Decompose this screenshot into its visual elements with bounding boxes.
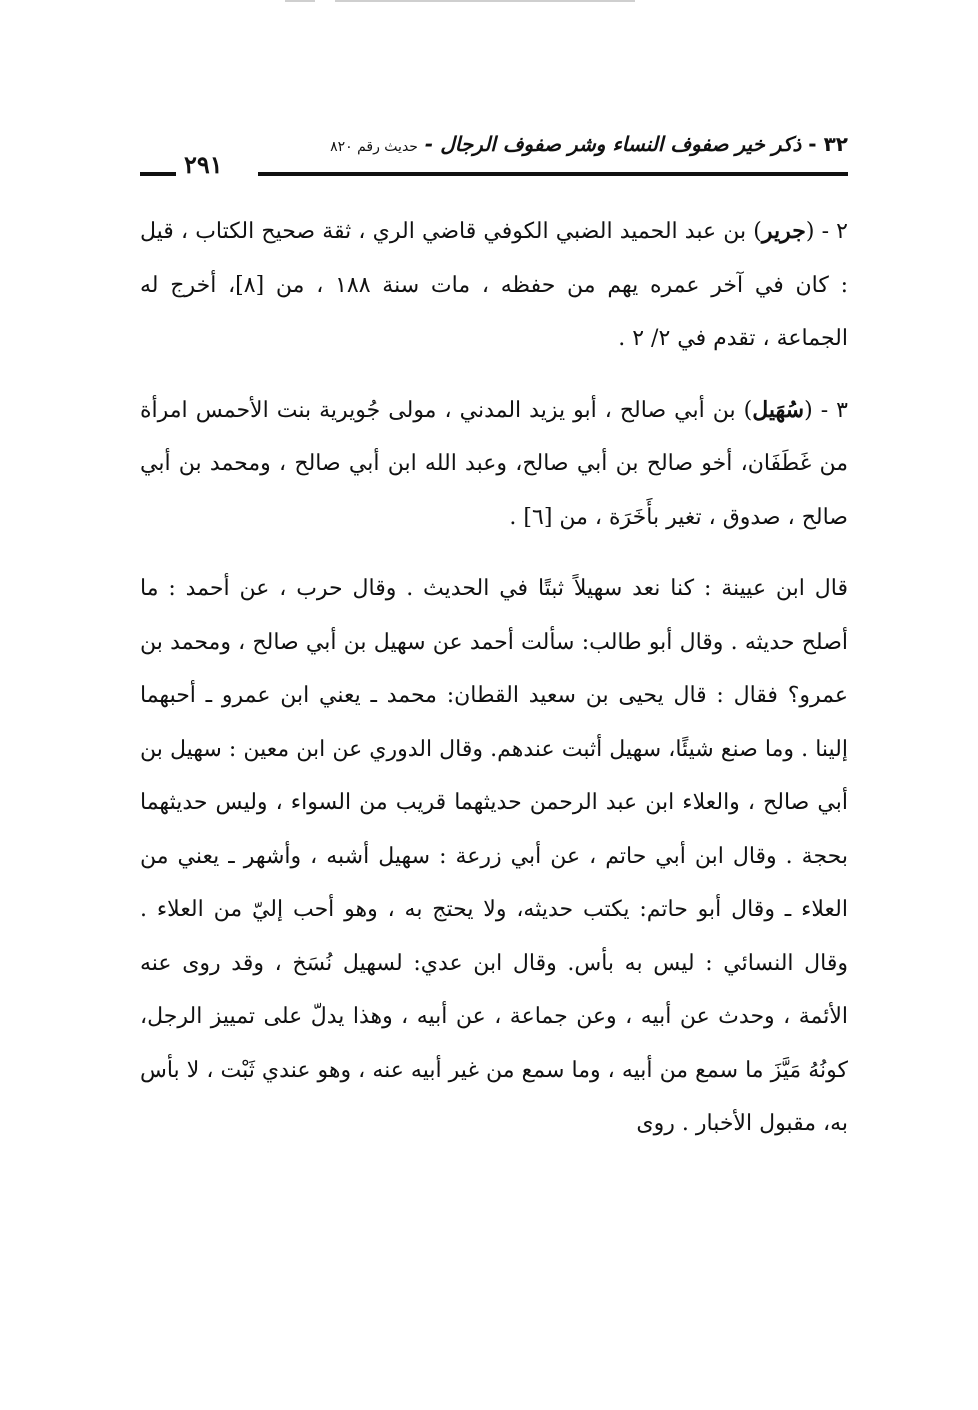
page-number: ٢٩١: [184, 150, 223, 179]
entry-number: ٣ - (: [804, 397, 848, 423]
hadith-number: حديث رقم ٨٢٠: [330, 139, 418, 155]
entry-number: ٢ - (: [805, 219, 848, 244]
running-header: [140, 132, 848, 180]
paragraph-narrator-jarir: [140, 205, 848, 366]
page-body: [140, 205, 848, 1151]
top-edge-mark-small: [285, 0, 315, 2]
header-title: [330, 132, 848, 156]
header-separator: -: [417, 132, 441, 156]
entry-text: ) بن أبي صالح ، أبو يزيد المدني ، مولى جُويرية بنت الأحمس امرأة من غَطَفَان، أخو صالح بن أبي صالح، وعبد الله ابن أبي صالح ، ومحمد بن أبي صالح ، صدوق ، تغير بأَخَرَة ، من [٦] .: [140, 397, 848, 530]
entry-text: ) بن عبد الحميد الضبي الكوفي قاضي الري ، ثقة صحيح الكتاب ، قيل : كان في آخر عمره يهم من حفظه ، مات سنة ١٨٨ ، من [٨]، أخرج له الجماعة ، تقدم في ٢/ ٢ .: [140, 219, 848, 351]
narrator-name: جرير: [761, 218, 806, 244]
chapter-number: ٣٢ -: [801, 132, 848, 156]
header-rule: [258, 172, 848, 176]
paragraph-narrator-suhail: [140, 384, 848, 545]
commentary-text: قال ابن عيينة : كنا نعد سهيلاً ثبتًا في الحديث . وقال حرب ، عن أحمد : ما أصلح حديثه . وقال أبو طالب: سألت أحمد عن سهيل بن أبي صالح ، ومحمد بن عمرو؟ فقال : قال يحيى بن سعيد القطان: محمد ـ يعني ابن عمرو ـ أحبهما إلينا . وما صنع شيئًا، سهيل أثبت عندهم. وقال الدوري عن ابن معين : سهيل بن أبي صالح ، والعلاء ابن عبد الرحمن حديثهما قريب من السواء ، وليس حديثهما بحجة . وقال ابن أبي حاتم ، عن أبي زرعة : سهيل أشبه ، وأشهر ـ يعني من العلاء ـ وقال أبو حاتم: يكتب حديثه، ولا يحتج به ، وهو أحب إليّ من العلاء . وقال النسائي : ليس به بأس. وقال ابن عدي: لسهيل نُسَخ ، وقد روى عنه الأئمة ، وحدث عن أبيه ، وعن جماعة ، عن أبيه ، وهذا يدلّ على تمييز الرجل، كونُهُ مَيَّزَ ما سمع من أبيه ، وما سمع من غير أبيه عنه ، وهو عندي ثَبْت ، لا بأس به، مقبول الأخبار . روى: [140, 576, 848, 1136]
top-edge-mark: [335, 0, 635, 2]
paragraph-commentary: [140, 562, 848, 1151]
chapter-title: ذكر خير صفوف النساء وشر صفوف الرجال: [440, 132, 802, 156]
narrator-name: سُهَيل: [752, 396, 805, 423]
page-number-dash: [140, 172, 176, 176]
